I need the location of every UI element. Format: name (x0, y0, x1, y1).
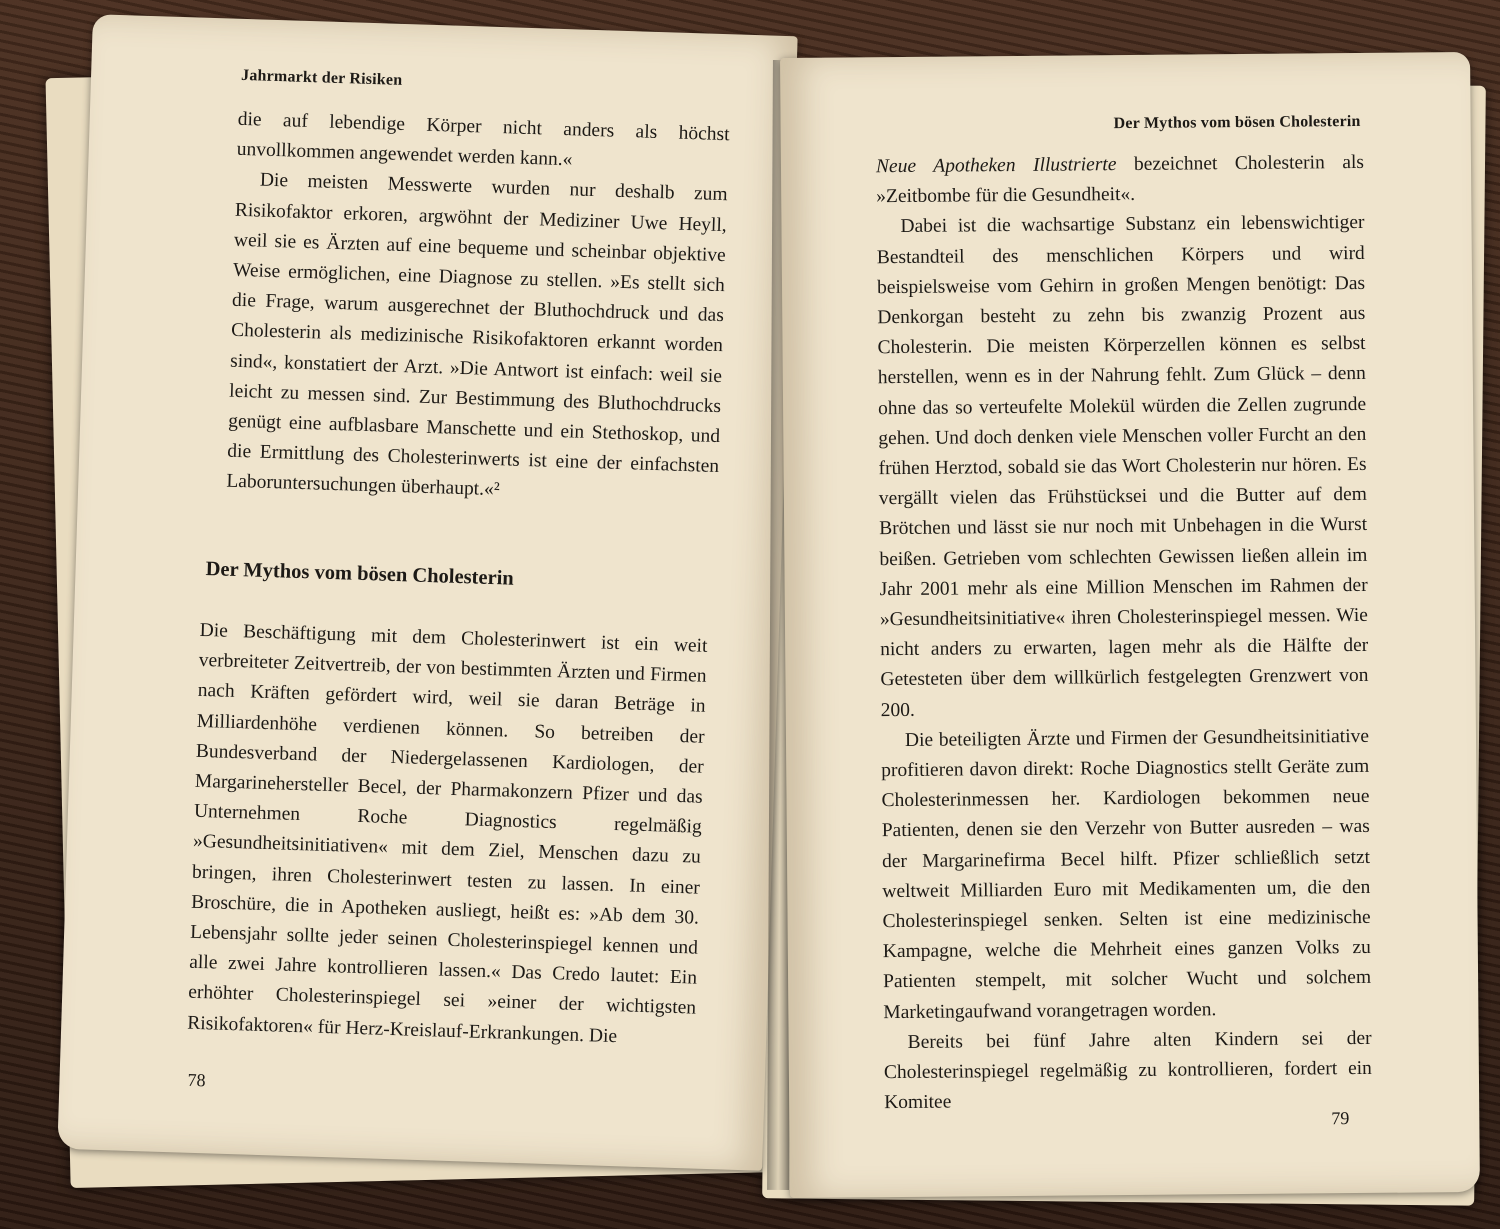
left-running-head: Jahrmarkt der Risiken (240, 66, 403, 89)
magazine-title: Neue Apotheken Illustrierte (875, 154, 1117, 178)
page-number-left: 78 (187, 1069, 206, 1091)
left-page (57, 14, 797, 1171)
left-paragraph: Die meisten Messwerte wurden nur deshalb zum Risikofaktor erkoren, argwöhnt der Mediziner Uwe Heyll, weil sie es Ärzten auf eine bequeme und scheinbar objektive Weise ermöglichen, eine Diagnose zu stellen. »Es stellt sich die Frage, warum ausgerechnet der Bluthochdruck und das Cholesterin als medizinische Risikofaktoren erkannt worden sind«, konstatiert der Arzt. »Die Antwort ist einfach: weil sie leicht zu messen sind. Zur Bestimmung des Bluthochdrucks genügt eine aufblasbare Manschette und ein Stethoskop, und die Ermittlung des Cholesterinwerts ist eine der einfachsten Laboruntersuchungen überhaupt.«² (226, 169, 728, 501)
right-paragraph: Bereits bei fünf Jahre alten Kindern sei der Cholesterinspiegel regelmäßig zu kontrollieren, fordert ein Komitee (883, 1027, 1372, 1114)
right-page (780, 52, 1480, 1198)
right-running-head: Der Mythos vom bösen Cholesterin (1113, 112, 1361, 133)
page-number-right: 79 (1331, 1108, 1350, 1129)
section-heading: Der Mythos vom bösen Cholesterin (205, 558, 515, 590)
left-paragraph: die auf lebendige Körper nicht anders als höchst unvollkommen angewendet werden kann.« (236, 108, 730, 171)
left-text-top (226, 105, 730, 513)
right-paragraph: Die beteiligten Ärzte und Firmen der Gesundheitsinitiative profitieren davon direkt: Roche Diagnostics stellt Geräte zum Cholesterinmessen her. Kardiologen bekommen neue Patienten, denen sie den Verzehr von Butter ausreden – was der Margarinefirma Becel hilft. Pfizer schließlich setzt weltweit Milliarden Euro mit Medikamenten um, die den Cholesterinspiegel senken. Selten ist eine medizinische Kampagne, welche die Mehrheit eines ganzen Volks zu Patienten stempelt, mit solcher Wucht und solchem Marketingaufwand vorangetragen worden. (881, 725, 1372, 1023)
right-paragraph-first (876, 148, 1365, 213)
left-text-bottom (187, 616, 708, 1055)
right-paragraph-first-rest: bezeichnet Cholesterin als »Zeitbombe für die Gesundheit«. (876, 151, 1365, 208)
right-text-body (876, 148, 1372, 1119)
left-paragraph: Die Beschäftigung mit dem Cholesterinwert ist ein weit verbreiteter Zeitvertreib, der von bestimmten Ärzten und Firmen nach Kräften gefördert wird, weil sie daran Beträge in Milliardenhöhe verdienen können. So betreiben der Bundesverband der Niedergelassenen Kardiologen, der Margarinehersteller Becel, der Pharmakonzern Pfizer und das Unternehmen Roche Diagnostics regelmäßig »Gesundheitsinitiativen« mit dem Ziel, Menschen dazu zu bringen, ihren Cholesterinwert testen zu lassen. In einer Broschüre, die in Apotheken ausliegt, heißt es: »Ab dem 30. Lebensjahr sollte jeder seinen Cholesterinspiegel kennen und alle zwei Jahre kontrollieren lassen.« Das Credo lautet: Ein erhöhter Cholesterinspiegel sei »einer der wichtigsten Risikofaktoren« für Herz-Kreislauf-Erkrankungen. Die (187, 619, 708, 1047)
right-paragraph: Dabei ist die wachsartige Substanz ein lebenswichtiger Bestandteil des menschlichen Körpers und wird beispielsweise vom Gehirn in großen Mengen benötigt: Das Denkorgan besteht zu zehn bis zwanzig Prozent aus Cholesterin. Die meisten Körperzellen können es selbst herstellen, wenn es in der Nahrung fehlt. Zum Glück – denn ohne das so verteufelte Molekül würden die Zellen zugrunde gehen. Und doch denken viele Menschen voller Furcht an den frühen Herztod, sobald sie das Wort Cholesterin nur hören. Es vergällt vielen das Frühstücksei und die Butter auf dem Brötchen und lässt sie nur noch mit Unbehagen in die Wurst beißen. Getrieben vom schlechten Gewissen ließen allein im Jahr 2001 mehr als eine Million Menschen im Rahmen der »Gesundheitsinitiative« ihren Cholesterinspiegel messen. Wie nicht anders zu erwarten, lagen mehr als die Hälfte der Getesteten über dem willkürlich festgelegten Grenzwert von 200. (876, 212, 1369, 721)
